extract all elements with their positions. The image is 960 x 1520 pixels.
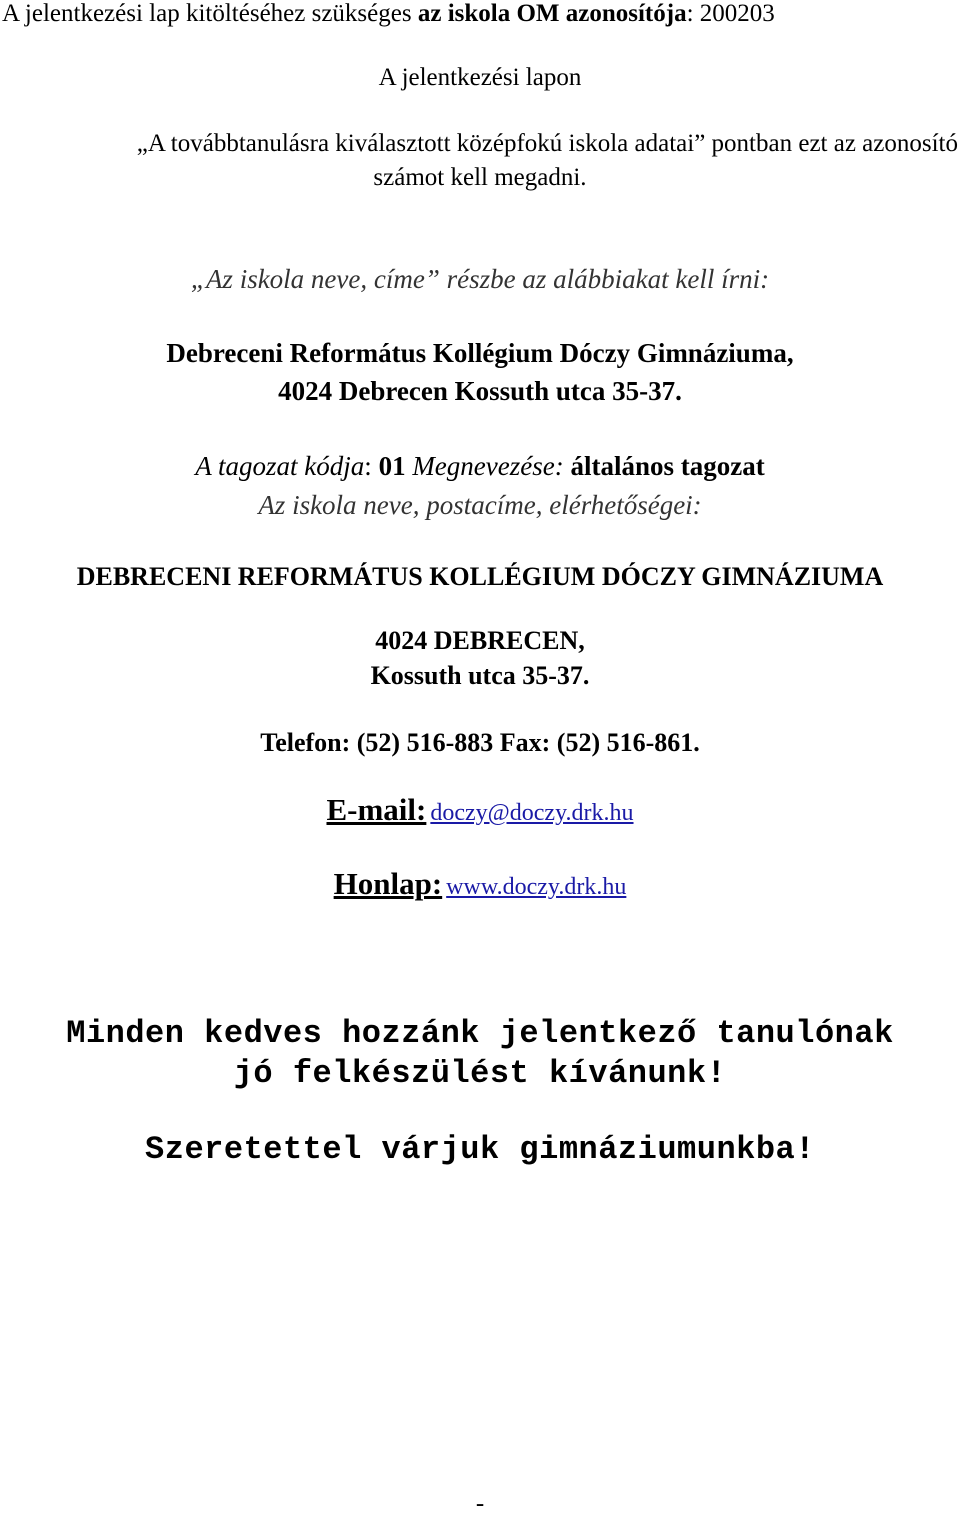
- tagozat-code: 01: [378, 451, 406, 481]
- om-bold-label: az iskola OM azonosítója: [417, 0, 687, 27]
- website-label: Honlap:: [333, 866, 443, 901]
- school-name-upper-text: DEBRECENI REFORMÁTUS KOLLÉGIUM DÓCZY GIMNÁZIUMA: [76, 562, 884, 591]
- tagozat-line: [0, 451, 960, 482]
- tagozat-name: általános tagozat: [570, 451, 765, 481]
- school-address-text: 4024 Debrecen Kossuth utca 35-37.: [278, 376, 682, 406]
- school-name-prompt-text: „Az iskola neve, címe” részbe az alábbiakat kell írni:: [190, 264, 770, 294]
- email-link[interactable]: doczy@doczy.drk.hu: [430, 800, 634, 826]
- email-line: [0, 792, 960, 828]
- school-name-line-1: [0, 338, 960, 369]
- tagozat-code-sep: :: [364, 451, 379, 481]
- school-name-prompt: [0, 264, 960, 295]
- school-name-line-2: [0, 376, 960, 407]
- contacts-label: [0, 490, 960, 521]
- website-link[interactable]: www.doczy.drk.hu: [446, 874, 627, 900]
- contacts-label-text: Az iskola neve, postacíme, elérhetőségei:: [258, 490, 702, 520]
- instruction-line-1: „A továbbtanulásra kiválasztott középfokú iskola adatai” pontban ezt az azonosító: [136, 130, 958, 157]
- phone-fax-line: [0, 728, 960, 758]
- address-city: 4024 DEBRECEN,: [375, 626, 585, 655]
- address-line-1: [0, 626, 960, 656]
- closing-line-2: jó felkészülést kívánunk!: [233, 1055, 727, 1092]
- address-street: Kossuth utca 35-37.: [370, 661, 590, 690]
- school-name-text: Debreceni Református Kollégium Dóczy Gimnáziuma,: [166, 338, 794, 368]
- website-line: [0, 866, 960, 902]
- school-name-upper: [0, 562, 960, 592]
- phone-fax-text: Telefon: (52) 516-883 Fax: (52) 516-861.: [260, 728, 700, 757]
- closing-line-1: Minden kedves hozzánk jelentkező tanulónak: [66, 1015, 894, 1052]
- address-line-2: [0, 661, 960, 691]
- om-prefix: A jelentkezési lap kitöltéséhez szükséges: [2, 0, 418, 27]
- om-id-value: : 200203: [686, 0, 775, 27]
- email-label: E-mail:: [326, 792, 427, 827]
- page-footer-dash: -: [475, 1490, 485, 1517]
- instruction-line-2: számot kell megadni.: [373, 164, 587, 191]
- form-heading: A jelentkezési lapon: [378, 64, 582, 91]
- tagozat-code-label: A tagozat kódja: [195, 451, 365, 481]
- tagozat-name-label: Megnevezése:: [412, 451, 564, 481]
- closing-line-3: Szeretettel várjuk gimnáziumunkba!: [145, 1131, 815, 1168]
- om-id-line: [2, 0, 960, 28]
